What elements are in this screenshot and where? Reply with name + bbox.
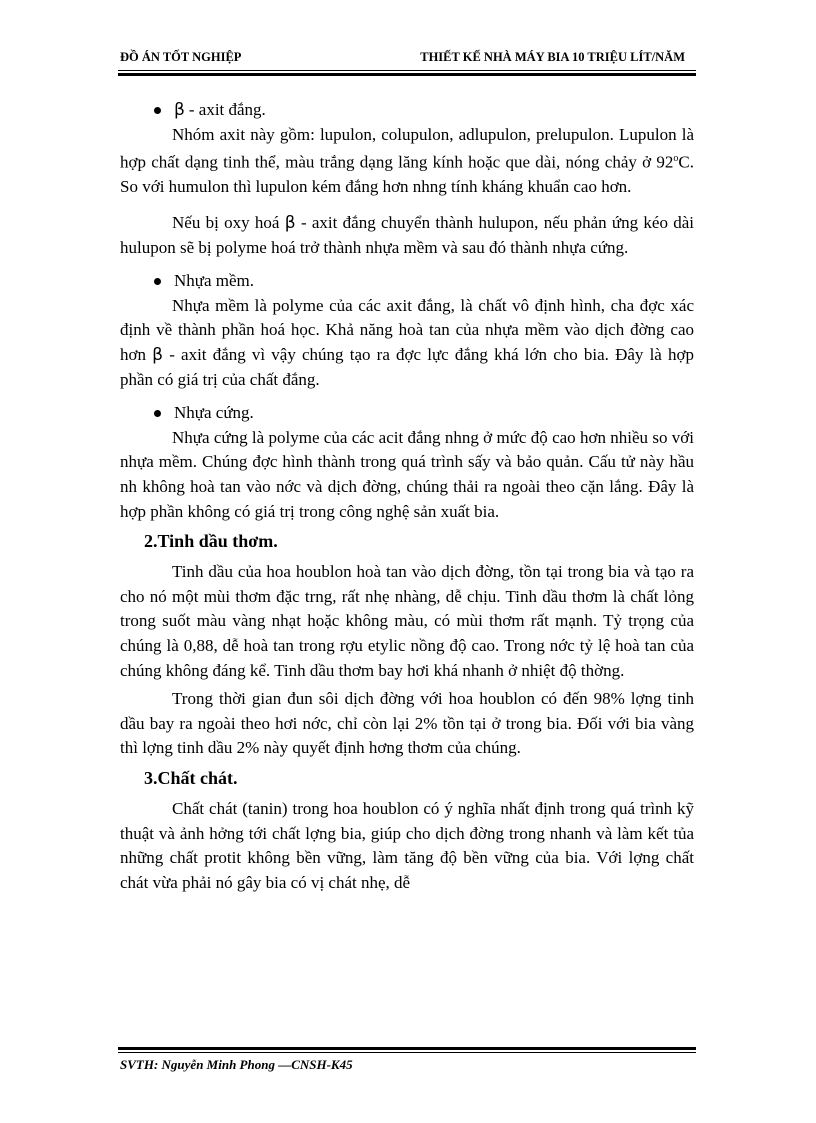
- paragraph-boiling: Trong thời gian đun sôi dịch đờng với hoa houblon có đến 98% lợng tinh dầu bay ra ngoài theo hơi nớc, chỉ còn lại 2% tồn tại ở trong bia. Đối với bia vàng thì lợng tinh dầu 2% này quyết định hơng thơm của chúng.: [120, 689, 694, 758]
- paragraph-soft-resin: Nhựa mềm là polyme của các axit đắng, là chất vô định hình, cha đợc xác định về thành phần hoá học. Khả năng hoà tan của nhựa mềm vào dịch đờng cao hơn β - axit đắng vì vậy chúng tạo ra đợc lực đắng khá lớn cho bia. Đây là hợp phần có giá trị của chất đắng.: [120, 295, 695, 389]
- beta-symbol: β: [174, 100, 185, 120]
- bullet-soft-resin: [154, 269, 694, 294]
- bullet-hard-resin: [154, 401, 694, 426]
- degree-sign: o: [673, 153, 679, 165]
- footer-rule-thin: [118, 1052, 696, 1053]
- paragraph-oxidation: Nếu bị oxy hoá β - axit đắng chuyển thành hulupon, nếu phản ứng kéo dài hulupon sẽ bị polyme hoá trở thành nhựa mềm và sau đó thành nhựa cứng.: [120, 213, 695, 257]
- section-heading-essential-oil: 2.Tinh dầu thơm.: [144, 531, 278, 552]
- footer-rule-thick: [118, 1047, 696, 1050]
- header-right-title: THIẾT KẾ NHÀ MÁY BIA 10 TRIỆU LÍT/NĂM: [420, 50, 685, 64]
- header-rule-thick: [118, 73, 696, 76]
- bullet-dot: [154, 107, 161, 114]
- bullet-label: - axit đắng.: [188, 100, 266, 119]
- bullet-label: Nhựa cứng.: [174, 403, 254, 423]
- header-rule-thin: [118, 70, 696, 71]
- bullet-label: Nhựa mềm.: [174, 271, 255, 291]
- paragraph-essential-oil: Tinh dầu của hoa houblon hoà tan vào dịch đờng, tồn tại trong bia và tạo ra cho nó một mùi thơm đặc trng, rất nhẹ nhàng, dễ chịu. Tinh dầu thơm là chất lỏng trong suốt màu vàng nhạt hoặc không màu, có mùi thơm rất mạnh. Tỷ trọng của chúng là 0,88, dễ hoà tan trong rợu etylic nồng độ cao. Trong nớc tỷ lệ hoà tan của chúng không đáng kể. Tinh dầu thơm bay hơi khá nhanh ở nhiệt độ thờng.: [120, 562, 694, 680]
- section-heading-tannin: 3.Chất chát.: [144, 767, 238, 788]
- page-header: [120, 50, 695, 68]
- beta-symbol: β: [284, 213, 296, 234]
- paragraph-lupulon: Nhóm axit này gồm: lupulon, colupulon, adlupulon, prelupulon. Lupulon là hợp chất dạng tinh thể, màu trắng dạng lăng kính hoặc que dài, nóng chảy ở 92$^o$C. So với humulon thì lupulon kém đắng hơn nhng tính kháng khuẩn cao hơn.: [120, 124, 694, 197]
- paragraph-hard-resin: Nhựa cứng là polyme của các acit đắng nhng ở mức độ cao hơn nhiều so với nhựa mềm. Chúng đợc hình thành trong quá trình sấy và bảo quản. Cấu tử này hầu nh không hoà tan vào nớc và dịch đờng, chúng thải ra ngoài theo cặn lắng. Đây là hợp phần không có giá trị trong công nghệ sản xuất bia.: [120, 427, 694, 521]
- bullet-dot: [154, 278, 161, 285]
- beta-symbol: β: [152, 345, 164, 365]
- bullet-beta-acid: [154, 98, 694, 123]
- paragraph-tannin: Chất chát (tanin) trong hoa houblon có ý nghĩa nhất định trong quá trình kỹ thuật và ảnh hởng tới chất lợng bia, giúp cho dịch đờng trong nhanh và làm kết tủa những chất protit không bền vững, làm tăng độ bền vững của bia. Với lợng chất chát vừa phải nó gây bia có vị chát nhẹ, dễ: [120, 798, 694, 892]
- bullet-dot: [154, 410, 161, 417]
- page-footer: SVTH: Nguyễn Minh Phong —CNSH-K45: [120, 1057, 353, 1072]
- page-body: [120, 98, 694, 895]
- header-left-title: ĐỒ ÁN TỐT NGHIỆP: [120, 50, 242, 64]
